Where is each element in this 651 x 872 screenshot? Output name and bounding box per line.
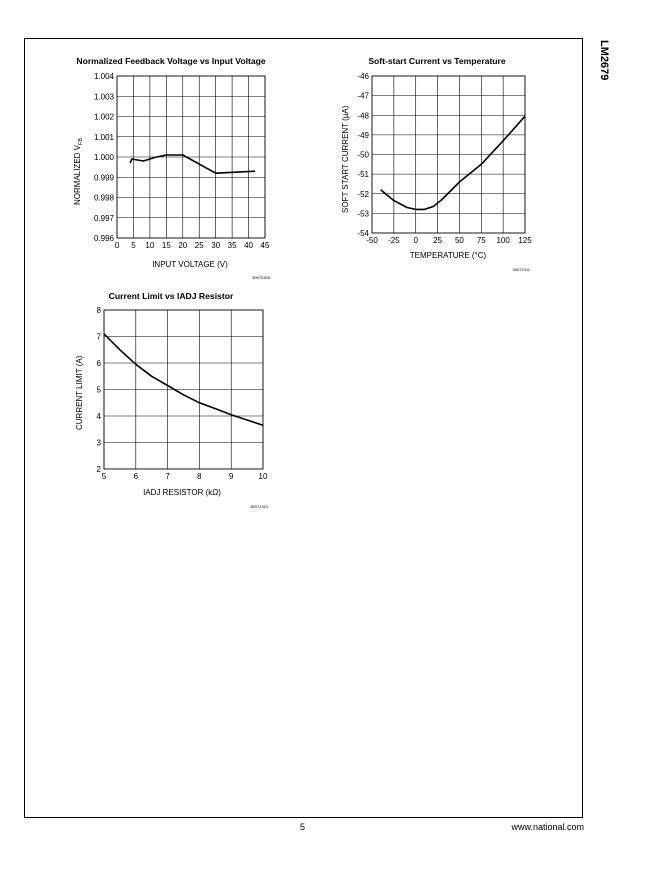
y-tick-label: -54 (357, 229, 369, 238)
y-tick-label: 8 (96, 306, 101, 315)
y-tick-label: 1.001 (93, 132, 114, 142)
y-tick-label: 4 (96, 412, 101, 421)
x-tick-label: 125 (518, 236, 532, 245)
y-axis-label: CURRENT LIMIT (A) (75, 355, 84, 430)
y-tick-label: 1.000 (93, 153, 114, 162)
x-tick-label: 10 (258, 472, 268, 481)
x-tick-label: 25 (433, 236, 443, 245)
y-tick-label: 2 (96, 465, 101, 474)
x-tick-label: 5 (131, 241, 136, 250)
y-tick-label: 0.998 (93, 193, 114, 203)
chart-softstart-current (341, 56, 532, 272)
y-axis-label: SOFT START CURRENT (µA) (341, 105, 350, 213)
y-tick-label: -50 (357, 150, 369, 160)
x-tick-label: 50 (454, 236, 464, 245)
y-tick-label: -52 (357, 189, 369, 199)
y-tick-label: 1.004 (93, 72, 114, 81)
page-number: 5 (300, 822, 306, 832)
x-tick-label: 5 (101, 472, 107, 481)
series-line (104, 334, 263, 425)
x-tick-label: 15 (161, 241, 171, 250)
chart-feedback-voltage (73, 56, 271, 280)
x-axis-label: INPUT VOLTAGE (V) (152, 260, 228, 269)
x-tick-label: 20 (178, 241, 188, 250)
y-tick-label: 0.999 (93, 173, 114, 183)
footer-url: www.national.com (511, 822, 584, 832)
x-tick-label: 9 (228, 472, 234, 481)
x-axis-label: IADJ RESISTOR (kΩ) (143, 488, 221, 497)
x-tick-label: 0 (114, 241, 120, 250)
side-part-number: LM2679 (598, 40, 610, 81)
y-tick-label: 1.002 (93, 112, 114, 122)
chart-current-limit (75, 291, 269, 509)
y-tick-label: -49 (357, 130, 369, 140)
x-tick-label: -25 (388, 236, 400, 245)
x-tick-label: 100 (496, 236, 510, 245)
y-tick-label: -51 (357, 170, 369, 180)
x-tick-label: 6 (133, 472, 139, 481)
y-tick-label: 3 (96, 438, 101, 448)
x-tick-label: 25 (194, 241, 204, 250)
x-tick-label: 7 (165, 472, 170, 481)
x-tick-label: 10 (145, 241, 155, 250)
y-tick-label: 0.997 (93, 213, 114, 223)
y-tick-label: 5 (96, 385, 101, 395)
x-tick-label: 8 (197, 472, 202, 481)
x-tick-label: 45 (260, 241, 270, 250)
figure-code: 30072309 (252, 275, 270, 280)
y-tick-label: 7 (96, 332, 101, 342)
figure-code: 30072313 (250, 504, 268, 509)
y-tick-label: 1.003 (93, 92, 114, 102)
y-axis-label-subscript: FB (78, 137, 84, 145)
chart-title: Soft-start Current vs Temperature (368, 56, 506, 66)
x-tick-label: 40 (244, 241, 254, 250)
chart-title: Current Limit vs IADJ Resistor (108, 291, 234, 301)
y-tick-label: -53 (357, 209, 369, 219)
x-tick-label: -50 (366, 236, 378, 245)
y-tick-label: -47 (357, 91, 369, 101)
x-tick-label: 30 (211, 241, 221, 250)
x-tick-label: 75 (476, 236, 486, 245)
y-tick-label: -48 (357, 111, 369, 121)
y-axis-label (73, 138, 84, 205)
figure-code: 30072311 (512, 267, 530, 272)
series-line (130, 155, 255, 173)
y-axis-label-main: NORMALIZED V (73, 144, 82, 205)
chart-title: Normalized Feedback Voltage vs Input Voltage (76, 56, 266, 66)
y-tick-label: 6 (96, 359, 101, 368)
x-axis-label: TEMPERATURE (°C) (409, 251, 487, 260)
x-tick-label: 0 (413, 236, 418, 245)
y-tick-label: 0.996 (93, 234, 114, 243)
y-tick-label: -46 (357, 72, 369, 81)
x-tick-label: 35 (227, 241, 237, 250)
